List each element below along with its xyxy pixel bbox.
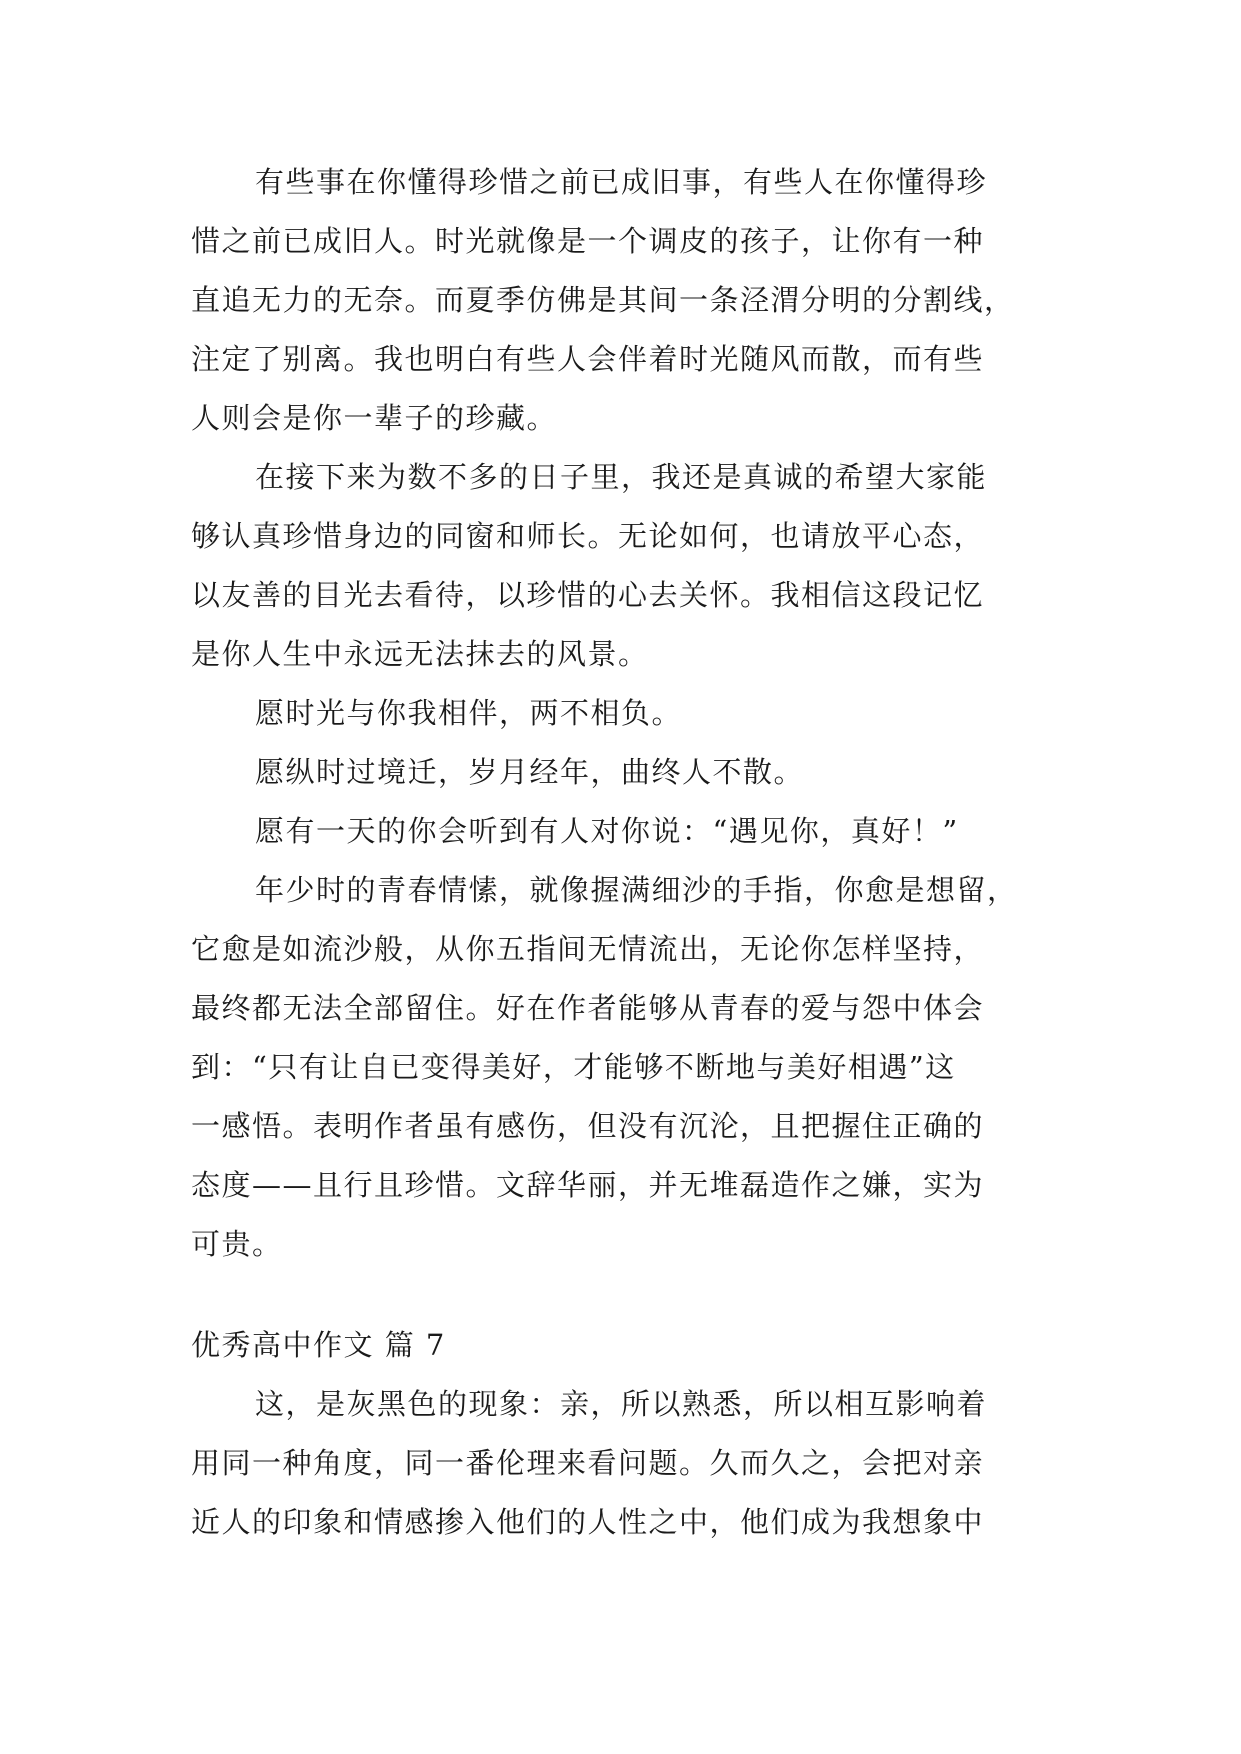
paragraph-line: 愿时光与你我相伴，两不相负。 — [255, 696, 683, 730]
paragraph-line: 愿有一天的你会听到有人对你说：“遇见你，真好！” — [255, 814, 959, 848]
paragraph-line: 够认真珍惜身边的同窗和师长。无论如何，也请放平心态， — [191, 519, 985, 553]
paragraph-line: 可贵。 — [191, 1227, 283, 1261]
paragraph-line: 它愈是如流沙般，从你五指间无情流出，无论你怎样坚持， — [191, 932, 985, 966]
paragraph-line: 到：“只有让自已变得美好，才能够不断地与美好相遇”这 — [191, 1050, 956, 1084]
paragraph-line: 这，是灰黑色的现象：亲，所以熟悉，所以相互影响着 — [255, 1387, 988, 1421]
section-heading: 优秀高中作文 篇 7 — [191, 1328, 446, 1362]
paragraph-line: 近人的印象和情感掺入他们的人性之中，他们成为我想象中 — [191, 1505, 985, 1539]
paragraph-line: 最终都无法全部留住。好在作者能够从青春的爱与怨中体会 — [191, 991, 985, 1025]
paragraph-line: 一感悟。表明作者虽有感伤，但没有沉沦，且把握住正确的 — [191, 1109, 985, 1143]
paragraph-line: 年少时的青春情愫，就像握满细沙的手指，你愈是想留， — [255, 873, 1018, 907]
paragraph-line: 态度——且行且珍惜。文辞华丽，并无堆磊造作之嫌，实为 — [191, 1168, 985, 1202]
paragraph-line: 有些事在你懂得珍惜之前已成旧事，有些人在你懂得珍 — [255, 165, 988, 199]
paragraph-line: 愿纵时过境迁，岁月经年，曲终人不散。 — [255, 755, 805, 789]
paragraph-line: 在接下来为数不多的日子里，我还是真诚的希望大家能 — [255, 460, 988, 494]
paragraph-line: 是你人生中永远无法抹去的风景。 — [191, 637, 649, 671]
paragraph-line: 惜之前已成旧人。时光就像是一个调皮的孩子，让你有一种 — [191, 224, 985, 258]
paragraph-line: 注定了别离。我也明白有些人会伴着时光随风而散，而有些 — [191, 342, 985, 376]
paragraph-line: 直追无力的无奈。而夏季仿佛是其间一条泾渭分明的分割线， — [191, 283, 1015, 317]
paragraph-line: 人则会是你一辈子的珍藏。 — [191, 401, 558, 435]
paragraph-line: 以友善的目光去看待，以珍惜的心去关怀。我相信这段记忆 — [191, 578, 985, 612]
paragraph-line: 用同一种角度，同一番伦理来看问题。久而久之，会把对亲 — [191, 1446, 985, 1480]
